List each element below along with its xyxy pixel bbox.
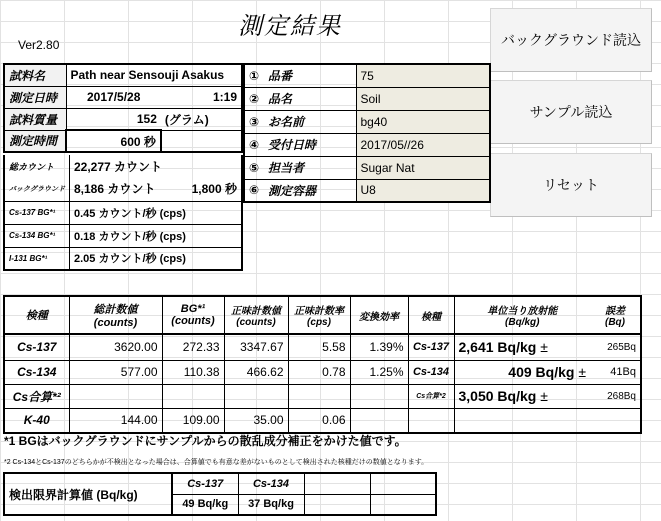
detection-header-cs137: Cs-137	[172, 473, 238, 494]
staff-label: 担当者	[268, 161, 305, 175]
row-cs-total-net	[224, 384, 288, 408]
detection-value-empty-2	[370, 494, 436, 515]
row-cs137-rate: 5.58	[288, 334, 350, 360]
row-cs134-rate: 0.78	[288, 360, 350, 384]
i131-bg-label: I-131 BG*¹	[9, 253, 48, 263]
counts-table	[3, 155, 243, 271]
load-sample-button[interactable]: サンプル読込	[490, 80, 652, 144]
row-k40-nuclide-2	[408, 408, 454, 433]
total-count-value: 22,277 カウント	[70, 155, 243, 177]
row-cs134-bg: 110.38	[162, 360, 224, 384]
row-k40-eff	[350, 408, 408, 433]
row-k40-bg: 109.00	[162, 408, 224, 433]
row-cs-total-total	[69, 384, 162, 408]
header-net: 正味計数値 (counts)	[224, 296, 288, 334]
measure-duration-value[interactable]: 600 秒	[66, 130, 161, 152]
header-nuclide-2: 検種	[408, 296, 454, 334]
header-efficiency: 変換効率	[350, 296, 408, 334]
load-background-button[interactable]: バックグラウンド読込	[490, 8, 652, 72]
version-label: Ver2.80	[18, 38, 60, 52]
row-k40-error	[590, 408, 641, 433]
meta-num-6: ⑥	[249, 183, 260, 198]
bg-count-label: バックグラウンド	[9, 185, 65, 193]
meta-num-4: ④	[249, 137, 260, 152]
measure-time-value[interactable]: 1:19	[212, 90, 237, 104]
header-net-rate: 正味計数率 (cps)	[288, 296, 350, 334]
page-title: 測定結果	[238, 13, 342, 40]
row-cs137-error: 265Bq	[607, 341, 636, 353]
sample-info-table	[3, 63, 243, 153]
detection-value-empty-1	[304, 494, 370, 515]
cs134-bg-value: 0.18 カウント/秒 (cps)	[70, 224, 243, 247]
results-table	[3, 295, 642, 434]
row-cs137-activity: 2,641 Bq/kg ±	[454, 334, 590, 360]
row-k40-activity	[454, 408, 590, 433]
sample-mass-unit: (グラム)	[164, 112, 209, 127]
measure-date-value[interactable]: 2017/5/28	[66, 86, 161, 108]
staff-value[interactable]: Sugar Nat	[356, 156, 490, 179]
row-cs137-total: 3620.00	[69, 334, 162, 360]
row-cs134-total: 577.00	[69, 360, 162, 384]
reception-date-label: 受付日時	[268, 138, 317, 152]
row-cs134-eff: 1.25%	[350, 360, 408, 384]
cs137-bg-label: Cs-137 BG*¹	[9, 208, 56, 217]
row-k40-total: 144.00	[69, 408, 162, 433]
container-value[interactable]: U8	[356, 179, 490, 202]
measure-duration-label: 測定時間	[4, 130, 66, 152]
sample-name-label: 試料名	[4, 64, 66, 86]
row-cs134-nuclide-2: Cs-134	[408, 360, 454, 384]
detection-header-cs134: Cs-134	[238, 473, 304, 494]
row-cs134-activity: 409 Bq/kg ±	[454, 360, 590, 384]
meta-num-5: ⑤	[249, 160, 260, 175]
item-name-value[interactable]: Soil	[356, 87, 490, 110]
row-cs-total-error: 268Bq	[607, 390, 636, 402]
row-cs-total-nuclide: Cs合算*²	[12, 389, 61, 404]
row-cs-total-eff	[350, 384, 408, 408]
row-cs134-error: 41Bq	[610, 366, 636, 378]
meta-num-2: ②	[249, 91, 260, 106]
row-k40-net: 35.00	[224, 408, 288, 433]
header-activity: 単位当り放射能 (Bq/kg)	[454, 296, 590, 334]
meta-num-1: ①	[249, 68, 260, 83]
header-error: 誤差 (Bq)	[605, 306, 625, 328]
detection-header-empty-2	[370, 473, 436, 494]
row-cs-total-nuclide-2: Cs合算*2	[408, 384, 454, 408]
cs134-bg-label: Cs-134 BG*¹	[9, 231, 56, 240]
header-total: 総計数値 (counts)	[69, 296, 162, 334]
header-nuclide: 検種	[25, 310, 48, 322]
bg-time-value: 1,800 秒	[191, 182, 237, 197]
reception-date-value[interactable]: 2017/05//26	[356, 133, 490, 156]
detection-header-empty-1	[304, 473, 370, 494]
row-k40-rate: 0.06	[288, 408, 350, 433]
sample-mass-label: 試料質量	[4, 108, 66, 130]
row-cs134-net: 466.62	[224, 360, 288, 384]
row-cs137-net: 3347.67	[224, 334, 288, 360]
row-k40-nuclide: K-40	[23, 413, 50, 428]
sample-mass-value[interactable]: 152	[66, 108, 161, 130]
detection-limit-table	[3, 472, 437, 516]
measure-date-label: 測定日時	[4, 86, 66, 108]
detection-value-cs134: 37 Bq/kg	[238, 494, 304, 515]
customer-name-value[interactable]: bg40	[356, 110, 490, 133]
row-cs137-eff: 1.39%	[350, 334, 408, 360]
item-number-label: 品番	[268, 69, 293, 84]
customer-name-label: お名前	[268, 115, 305, 129]
meta-num-3: ③	[249, 114, 260, 129]
detection-value-cs137: 49 Bq/kg	[172, 494, 238, 515]
total-count-label: 総カウント	[9, 161, 55, 172]
i131-bg-value: 2.05 カウント/秒 (cps)	[70, 247, 243, 270]
row-cs-total-bg	[162, 384, 224, 408]
row-cs-total-rate	[288, 384, 350, 408]
row-cs-total-activity: 3,050 Bq/kg ±	[454, 384, 590, 408]
sample-name-value[interactable]: Path near Sensouji Asakus	[66, 64, 242, 86]
bg-count-value: 8,186 カウント	[70, 177, 177, 201]
container-label: 測定容器	[268, 183, 317, 198]
row-cs134-nuclide: Cs-134	[17, 365, 57, 379]
item-number-value[interactable]: 75	[356, 64, 490, 87]
detection-limit-label: 検出限界計算値 (Bq/kg)	[9, 487, 138, 502]
row-cs137-nuclide: Cs-137	[17, 340, 57, 355]
meta-info-table	[243, 63, 491, 203]
footnote-2: *2 Cs-134とCs-137のどちらかが不検出となった場合は、合算値でも有意な差がないものとして検出された核種だけの数値となります。	[4, 459, 429, 466]
row-cs137-bg: 272.33	[162, 334, 224, 360]
item-name-label: 品名	[268, 92, 293, 106]
row-cs137-nuclide-2: Cs-137	[408, 334, 454, 360]
footnote-1: *1 BGはバックグラウンドにサンプルからの散乱成分補正をかけた値です。	[4, 434, 407, 448]
cs137-bg-value: 0.45 カウント/秒 (cps)	[70, 201, 243, 224]
header-bg: BG*¹ (counts)	[162, 296, 224, 334]
reset-button[interactable]: リセット	[490, 153, 652, 217]
